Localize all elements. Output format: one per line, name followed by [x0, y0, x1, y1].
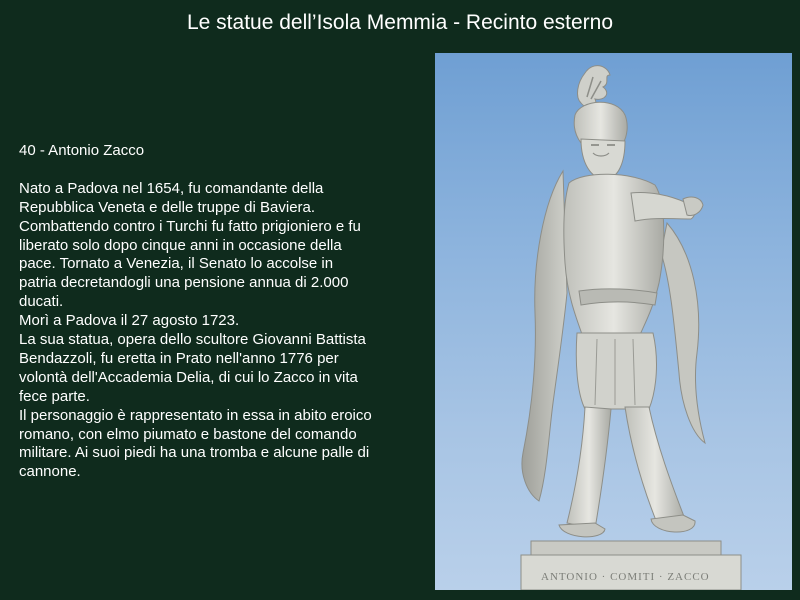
text-line: militare. Ai suoi piedi ha una tromba e alcune palle di: [19, 444, 370, 462]
text-line: Bendazzoli, fu eretta in Prato nell'anno 1776 per: [19, 349, 339, 367]
helmet-head: [574, 102, 627, 179]
helmet-plume: [578, 66, 610, 108]
text-line: Combattendo contro i Turchi fu fatto prigioniero e fu: [19, 217, 361, 235]
cloak-right: [661, 223, 705, 443]
text-line: Repubblica Veneta e delle truppe di Baviera.: [19, 198, 316, 216]
statue-heading: 40 - Antonio Zacco: [19, 142, 145, 159]
statue-description: [19, 142, 419, 482]
pedestal: [521, 541, 741, 590]
text-line: volontà dell'Accademia Delia, di cui lo Zacco in vita: [19, 368, 358, 386]
legs: [567, 407, 685, 529]
text-line: liberato solo dopo cinque anni in occasione della: [19, 236, 342, 254]
text-line: patria decretandogli una pensione annua di 2.000: [19, 274, 349, 292]
text-line: La sua statua, opera dello scultore Giovanni Battista: [19, 331, 366, 349]
text-line: Morì a Padova il 27 agosto 1723.: [19, 312, 240, 330]
statue-photo: [435, 53, 792, 590]
text-line: ducati.: [19, 293, 64, 311]
text-line: Nato a Padova nel 1654, fu comandante della: [19, 179, 324, 197]
cloak: [522, 171, 567, 501]
arm-with-baton: [631, 192, 703, 221]
pedestal-inscription: ANTONIO · COMITI · ZACCO: [541, 571, 710, 583]
text-line: pace. Tornato a Venezia, il Senato lo accolse in: [19, 255, 334, 273]
statue-illustration: [435, 53, 792, 590]
text-line: cannone.: [19, 463, 81, 481]
tunic: [576, 333, 656, 409]
slide-title: Le statue dell’Isola Memmia - Recinto esterno: [186, 11, 614, 34]
paragraph-gap: [19, 161, 419, 180]
text-line: romano, con elmo piumato e bastone del comando: [19, 425, 357, 443]
text-line: fece parte.: [19, 387, 90, 405]
text-line: Il personaggio è rappresentato in essa in abito eroico: [19, 406, 372, 424]
